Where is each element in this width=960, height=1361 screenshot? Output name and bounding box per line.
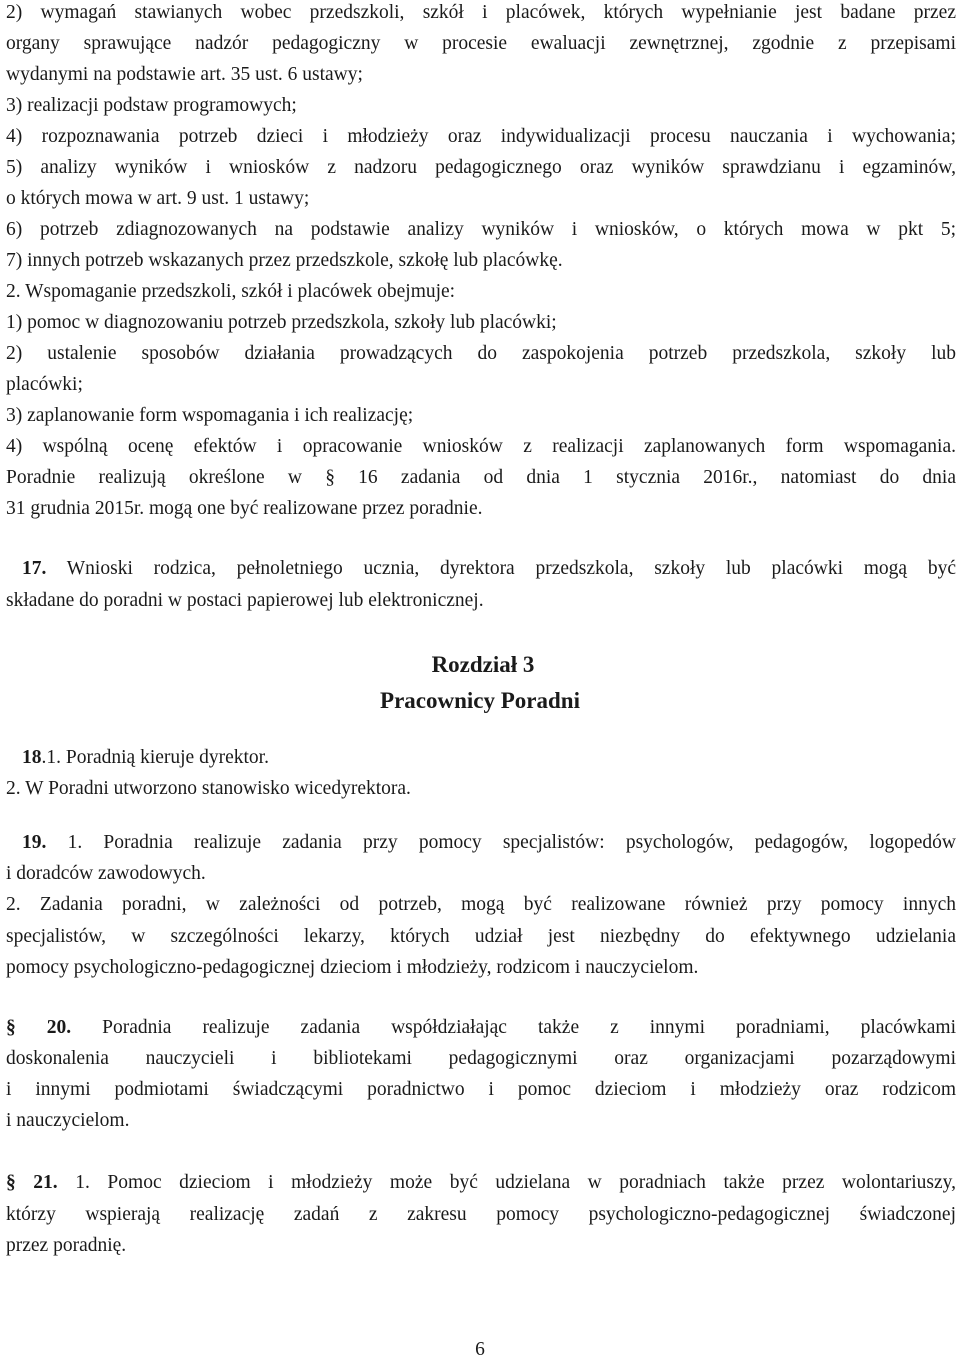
text-line: 4) wspólną ocenę efektów i opracowanie wniosków z realizacji zaplanowanych form wspomagania. — [6, 436, 956, 457]
paragraph-20-line: § 20. Poradnia realizuje zadania współdziałając także z innymi poradniami, placówkami — [6, 1017, 956, 1038]
text-line: 4) rozpoznawania potrzeb dzieci i młodzieży oraz indywidualizacji procesu nauczania i wychowania; — [6, 126, 956, 147]
text-line: 5) analizy wyników i wniosków z nadzoru pedagogicznego oraz wyników sprawdzianu i egzaminów, — [6, 157, 956, 178]
text-line: 2. Zadania poradni, w zależności od potrzeb, mogą być realizowane również przy pomocy innych — [6, 894, 956, 915]
text-line: 1) pomoc w diagnozowaniu potrzeb przedszkola, szkoły lub placówki; — [6, 312, 557, 333]
text-line: placówki; — [6, 374, 83, 395]
text-line: 2) ustalenie sposobów działania prowadzących do zaspokojenia potrzeb przedszkola, szkoły lub — [6, 343, 956, 364]
text-line: przez poradnię. — [6, 1235, 127, 1256]
text-line: 2. Wspomaganie przedszkoli, szkół i placówek obejmuje: — [6, 281, 456, 302]
text-line: którzy wspierają realizację zadań z zakresu pomocy psychologiczno-pedagogicznej świadczonej — [6, 1204, 956, 1225]
text-line: pomocy psychologiczno-pedagogicznej dzieciom i młodzieży, rodzicom i nauczycielom. — [6, 957, 699, 978]
chapter-title: Pracownicy Poradni — [380, 688, 580, 713]
text-line: 2. W Poradni utworzono stanowisko wicedyrektora. — [6, 778, 411, 799]
paragraph-marker: 17. — [22, 558, 47, 579]
text-line: 3) realizacji podstaw programowych; — [6, 95, 297, 116]
text-line: składane do poradni w postaci papierowej lub elektronicznej. — [6, 590, 484, 611]
text-line: o których mowa w art. 9 ust. 1 ustawy; — [6, 188, 310, 209]
text-line: 3) zaplanowanie form wspomagania i ich realizację; — [6, 405, 414, 426]
page-number: 6 — [475, 1339, 485, 1360]
text-line: i innymi podmiotami świadczącymi poradnictwo i pomoc dzieciom i młodzieży oraz rodzicom — [6, 1079, 956, 1100]
paragraph-marker: 18 — [22, 747, 42, 768]
paragraph-17-line: 17. Wnioski rodzica, pełnoletniego ucznia, dyrektora przedszkola, szkoły lub placówki mogą być — [22, 558, 956, 579]
paragraph-marker: § 21. — [6, 1172, 58, 1193]
text-line: wydanymi na podstawie art. 35 ust. 6 ustawy; — [6, 64, 363, 85]
text-line: Poradnie realizują określone w § 16 zadania od dnia 1 stycznia 2016r., natomiast do dnia — [6, 467, 956, 488]
text-line: 7) innych potrzeb wskazanych przez przedszkole, szkołę lub placówkę. — [6, 250, 563, 271]
text-line: i nauczycielom. — [6, 1110, 130, 1131]
text-line: organy sprawujące nadzór pedagogiczny w procesie ewaluacji zewnętrznej, zgodnie z przepisami — [6, 33, 956, 54]
text-line: 2) wymagań stawianych wobec przedszkoli, szkół i placówek, których wypełnianie jest badane przez — [6, 2, 956, 23]
paragraph-marker: 19. — [22, 832, 47, 853]
text-line: i doradców zawodowych. — [6, 863, 206, 884]
text-line: 6) potrzeb zdiagnozowanych na podstawie analizy wyników i wniosków, o których mowa w pkt 5; — [6, 219, 956, 240]
paragraph-18-line: 18.1. Poradnią kieruje dyrektor. — [22, 747, 269, 768]
paragraph-19-line: 19. 1. Poradnia realizuje zadania przy pomocy specjalistów: psychologów, pedagogów, logopedów — [22, 832, 957, 853]
paragraph-21-line: § 21. 1. Pomoc dzieciom i młodzieży może być udzielana w poradniach także przez wolontariuszy, — [6, 1172, 957, 1193]
text-line: 31 grudnia 2015r. mogą one być realizowane przez poradnie. — [6, 498, 483, 519]
text-line: doskonalenia nauczycieli i bibliotekami pedagogicznymi oraz organizacjami pozarządowymi — [6, 1048, 956, 1069]
chapter-number: Rozdział 3 — [431, 652, 535, 677]
text-line: specjalistów, w szczególności lekarzy, których udział jest niezbędny do efektywnego udzielania — [6, 926, 956, 947]
paragraph-marker: § 20. — [6, 1017, 72, 1038]
